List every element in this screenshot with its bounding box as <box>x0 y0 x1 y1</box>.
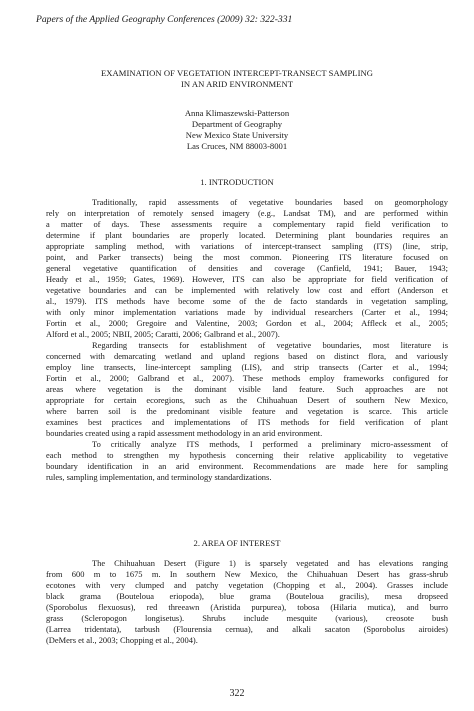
title-line: IN AN ARID ENVIRONMENT <box>180 79 294 89</box>
text-line: Alford et al., 2005; NBII, 2005; Caratti, 2006; Galbrand et al., 2007). <box>46 329 280 339</box>
text-line: vegetative boundaries and can be implemented with relatively low cost and effort (Anderson et <box>46 285 448 295</box>
text-line: Fortin et al., 2000; Galbrand et al., 2007). These methods employ frameworks configured for <box>46 373 448 383</box>
text-line: ecotones with very clumped and patchy vegetation (Chopping et al., 2004). Grasses include <box>46 580 448 590</box>
text-line: from 600 m to 1675 m. In southern New Mexico, the Chihuahuan Desert has grass-shrub <box>46 569 448 579</box>
text-line: The Chihuahuan Desert (Figure 1) is sparsely vegetated and has elevations ranging <box>92 558 448 568</box>
area-paragraph-1 <box>46 558 448 646</box>
text-line: general vegetative quantification of densities and coverage (Canfield, 1941; Bauer, 1943; <box>46 263 448 273</box>
author-name: Anna Klimaszewski-Patterson <box>184 108 290 118</box>
text-line: To critically analyze ITS methods, I performed a preliminary micro-assessment of <box>92 439 448 449</box>
intro-paragraph-3 <box>46 439 448 483</box>
text-line: determine if plant boundaries are properly located. Determining plant boundaries requires an <box>46 230 448 240</box>
text-line: Fortin et al., 2000; Gregoire and Valentine, 2003; Gordon et al., 2004; Affleck et al., 2005; <box>46 318 448 328</box>
text-line: boundaries created using a rapid assessment methodology in an arid environment. <box>46 428 323 438</box>
author-department: Department of Geography <box>191 119 283 129</box>
introduction-text <box>46 197 448 483</box>
text-line: grass (Scleropogon longisetus). Shrubs include mesquite (various), creosote bush <box>46 613 448 623</box>
text-line: employ line transects, line-intercept sampling (LIS), and strip transects (Carter et al., 1994; <box>46 362 448 372</box>
text-line: (Larrea tridentata), tarbush (Flourensia cernua), and alkali sacaton (Sporobolus airoides) <box>46 624 448 634</box>
text-line: where barren soil is the predominant visible feature and vegetation is scarce. This article <box>46 406 448 416</box>
text-line: (Sporobolus flexuosus), red threeawn (Aristida purpurea), tobosa (Hilaria mutica), and burro <box>46 602 448 612</box>
text-line: Traditionally, rapid assessments of vegetative boundaries based on geomorphology <box>92 197 448 207</box>
intro-paragraph-2 <box>46 340 448 439</box>
text-line: Heady et al., 1959; Gates, 1969). However, ITS can also be appropriate for field verification of <box>46 274 448 284</box>
page-number: 322 <box>229 688 245 699</box>
paper-title <box>0 68 474 90</box>
text-line: appropriate for certain ecoregions, such as the Chihuahuan Desert of southern New Mexico, <box>46 395 448 405</box>
text-line: each method to strengthen my hypothesis concerning their relative applicability to vegetative <box>46 450 448 460</box>
text-line: Regarding transects for establishment of vegetative boundaries, most literature is <box>92 340 448 350</box>
text-line: black grama (Bouteloua eriopoda), blue grama (Bouteloua gracilis), mesa dropseed <box>46 591 448 601</box>
text-line: concerned with demarcating wetland and upland regions based on distinct flora, and variously <box>46 351 448 361</box>
text-line: boundary identification in an arid environment. Recommendations are made here for sampling <box>46 461 448 471</box>
text-line: with only minor implementation variations made by individual researchers (Carter et al., 1994; <box>46 307 448 317</box>
running-head: Papers of the Applied Geography Conferences (2009) 32: 322-331 <box>36 14 293 25</box>
text-line: rely on interpretation of remotely sensed imagery (e.g., Landsat TM), and are performed within <box>46 208 448 218</box>
text-line: rules, sampling implementation, and terminology standardizations. <box>46 472 272 482</box>
author-address: Las Cruces, NM 88003-8001 <box>186 141 288 151</box>
area-of-interest-text <box>46 558 448 646</box>
section-heading-introduction: 1. INTRODUCTION <box>200 177 274 187</box>
author-university: New Mexico State University <box>185 130 289 140</box>
text-line: appropriate sampling method, with variations of intercept-transect sampling (ITS) (line, strip, <box>46 241 448 251</box>
text-line: point, and Parker transects) being the most common. Pioneering ITS literature focused on <box>46 252 448 262</box>
text-line: al., 1979). ITS methods have become some of the de facto standards in vegetation sampling, <box>46 296 448 306</box>
text-line: a matter of days. These assessments require a complementary rapid field verification to <box>46 219 448 229</box>
title-line: EXAMINATION OF VEGETATION INTERCEPT-TRANSECT SAMPLING <box>100 68 374 78</box>
section-heading-area-of-interest: 2. AREA OF INTEREST <box>193 538 281 548</box>
text-line: areas where vegetation is the dominant visible land feature. Such approaches are not <box>46 384 448 394</box>
author-block <box>0 108 474 152</box>
intro-paragraph-1 <box>46 197 448 340</box>
text-line: (DeMers et al., 2003; Chopping et al., 2004). <box>46 635 198 645</box>
text-line: examines best practices and implementations of ITS methods for field verification of plant <box>46 417 448 427</box>
